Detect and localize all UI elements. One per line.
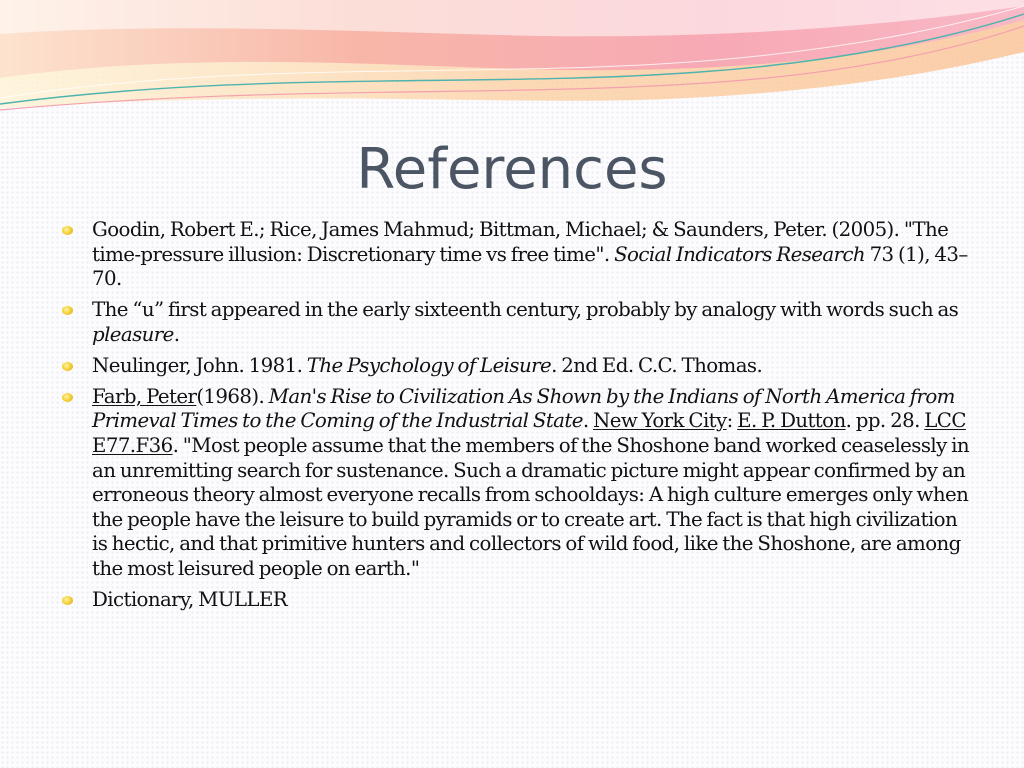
reference-text: . [173,322,180,346]
reference-text: Goodin, Robert E.; Rice, James Mahmud; Bittman, Michael; & Saunders, Peter. (2005). "The time-pressure illusion: Discretionary time vs free time". [92,218,949,266]
reference-text: . [582,409,593,433]
reference-text: . pp. 28. [845,409,925,433]
reference-text: 73 (1), 43–70. [92,242,968,291]
reference-item-goodin [62,218,972,292]
reference-item-dictionary [62,588,972,613]
reference-item-farb [62,385,972,582]
call-number-link[interactable]: E77.F36 [92,433,173,457]
reference-text: : [726,409,738,433]
reference-text: Neulinger, John. 1981. [92,353,307,377]
reference-text: . 2nd Ed. C.C. Thomas. [551,353,763,377]
city-link[interactable]: New York City [593,409,727,433]
book-title: The Psychology of Leisure [306,353,552,377]
journal-title: Social Indicators Research [614,242,866,266]
example-word: pleasure [92,322,174,346]
reference-text: The “u” first appeared in the early sixteenth century, probably by analogy with words such as [92,298,959,322]
reference-item-neulinger [62,354,972,379]
decorative-swoosh-header [0,0,1024,130]
lcc-link[interactable]: LCC [924,409,966,433]
book-title: Man's Rise to Civilization As Shown by the Indians of North America from Primeval Times to the Coming of the Industrial State [92,384,955,433]
quotation-text: . "Most people assume that the members of the Shoshone band worked ceaselessly in an unremitting search for sustenance. Such a dramatic picture might appear confirmed by an erroneous theory almost everyone recalls from schooldays: A high culture emerges only when the people have the leisure to build pyramids or to create art. The fact is that high civilization is hectic, and that primitive hunters and collectors of wild food, like the Shoshone, are among the most leisured people on earth." [92,433,970,580]
reference-text: Dictionary, MULLER [92,587,288,611]
references-list [62,218,972,619]
reference-item-u-origin [62,298,972,347]
author-link[interactable]: Farb, Peter [92,384,197,408]
slide-title: References [356,137,668,202]
reference-text: (1968). [196,384,269,408]
publisher-link[interactable]: E. P. Dutton [737,409,846,433]
